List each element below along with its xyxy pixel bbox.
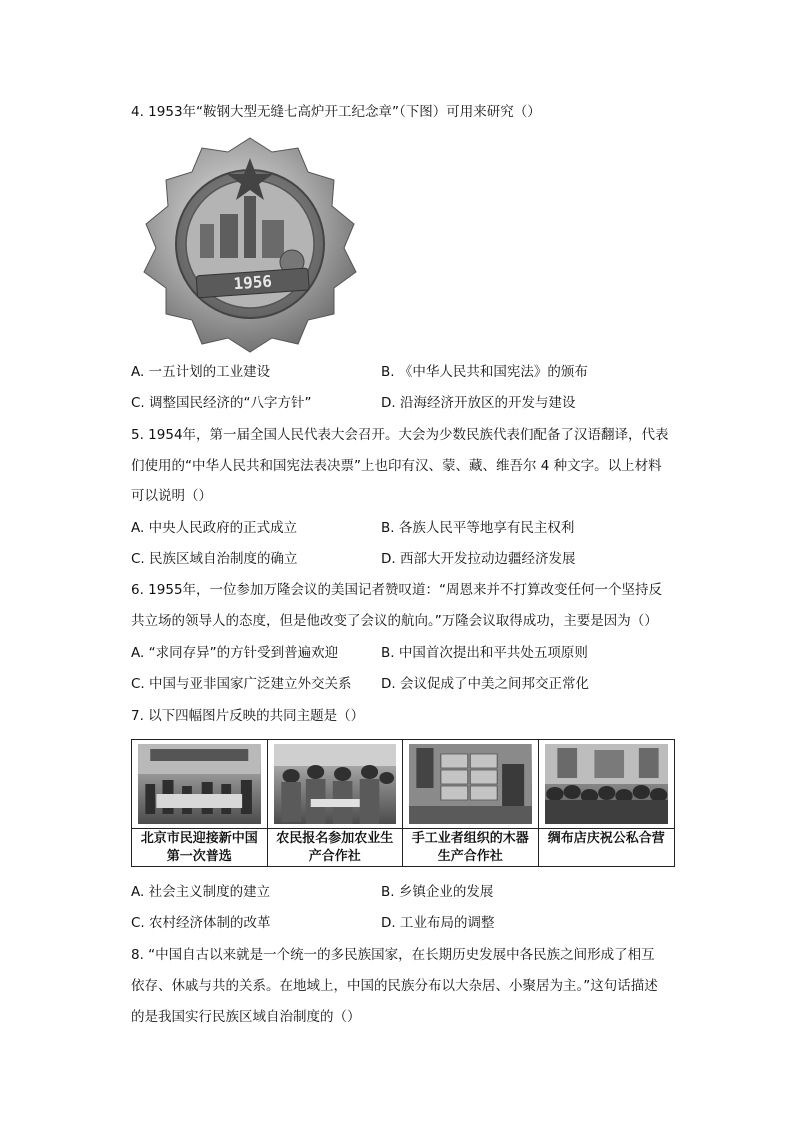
q4-stem: 4. 1953年“鞍钢大型无缝七高炉开工纪念章”（下图）可用来研究（）: [131, 104, 541, 120]
q7-option-d[interactable]: D. 工业布局的调整: [381, 915, 495, 931]
q6-stem-line-1: 6. 1955年，一位参加万隆会议的美国记者赞叹道：“周恩来并不打算改变任何一个坚持反: [131, 582, 663, 598]
q4-option-b[interactable]: B. 《中华人民共和国宪法》的颁布: [381, 364, 588, 380]
photo-cloth-store-celebration: [545, 744, 669, 824]
q7-stem: 7. 以下四幅图片反映的共同主题是（）: [131, 708, 365, 724]
photo-cell-2: [268, 740, 404, 866]
q6-option-a[interactable]: A. “求同存异”的方针受到普遍欢迎: [131, 645, 339, 661]
q8-stem-line-2: 依存、休戚与共的关系。在地域上，中国的民族分布以大杂居、小聚居为主。”这句话描述: [131, 978, 658, 994]
q5-stem-line-2: 们使用的“中华人民共和国宪法表决票”上也印有汉、蒙、藏、维吾尔 4 种文字。以上材料: [131, 458, 662, 474]
q5-stem-line-3: 可以说明（）: [131, 488, 212, 504]
caption-3: 手工业者组织的木器 生产合作社: [411, 831, 529, 864]
photo-cell-1: [132, 740, 268, 866]
q5-option-d[interactable]: D. 西部大开发拉动边疆经济发展: [381, 551, 576, 567]
q6-stem-line-2: 共立场的领导人的态度，但是他改变了会议的航向。”万隆会议取得成功，主要是因为（）: [131, 613, 658, 629]
q6-option-d[interactable]: D. 会议促成了中美之间邦交正常化: [381, 676, 589, 692]
q8-stem-line-1: 8. “中国自古以来就是一个统一的多民族国家，在长期历史发展中各民族之间形成了相互: [131, 947, 655, 963]
q4-option-c[interactable]: C. 调整国民经济的“八字方针”: [131, 395, 312, 411]
q5-stem-line-1: 5. 1954年，第一届全国人民代表大会召开。大会为少数民族代表们配备了汉语翻译，代表: [131, 427, 669, 443]
q4-option-d[interactable]: D. 沿海经济开放区的开发与建设: [381, 395, 576, 411]
q7-option-a[interactable]: A. 社会主义制度的建立: [131, 884, 271, 900]
q5-option-a[interactable]: A. 中央人民政府的正式成立: [131, 520, 298, 536]
q5-option-c[interactable]: C. 民族区域自治制度的确立: [131, 551, 298, 567]
q6-option-b[interactable]: B. 中国首次提出和平共处五项原则: [381, 645, 588, 661]
q8-stem-line-3: 的是我国实行民族区域自治制度的（）: [131, 1009, 361, 1025]
photo-election: [138, 744, 261, 824]
caption-1: 北京市民迎接新中国 第一次普选: [140, 831, 258, 864]
q7-option-b[interactable]: B. 乡镇企业的发展: [381, 884, 494, 900]
photo-cell-4: [539, 740, 675, 866]
caption-4: 绸布店庆祝公私合营: [547, 831, 665, 846]
photo-woodware-cooperative: [409, 744, 532, 824]
q7-option-c[interactable]: C. 农村经济体制的改革: [131, 915, 271, 931]
photo-table: [131, 739, 675, 867]
commemorative-badge-image: [132, 135, 368, 353]
q4-option-a[interactable]: A. 一五计划的工业建设: [131, 364, 271, 380]
q5-option-b[interactable]: B. 各族人民平等地享有民主权利: [381, 520, 575, 536]
photo-cell-3: [403, 740, 539, 866]
caption-2: 农民报名参加农业生 产合作社: [276, 831, 394, 864]
badge-year-text: 1956: [232, 271, 273, 294]
q6-option-c[interactable]: C. 中国与亚非国家广泛建立外交关系: [131, 676, 352, 692]
photo-cooperative-signup: [274, 744, 397, 824]
